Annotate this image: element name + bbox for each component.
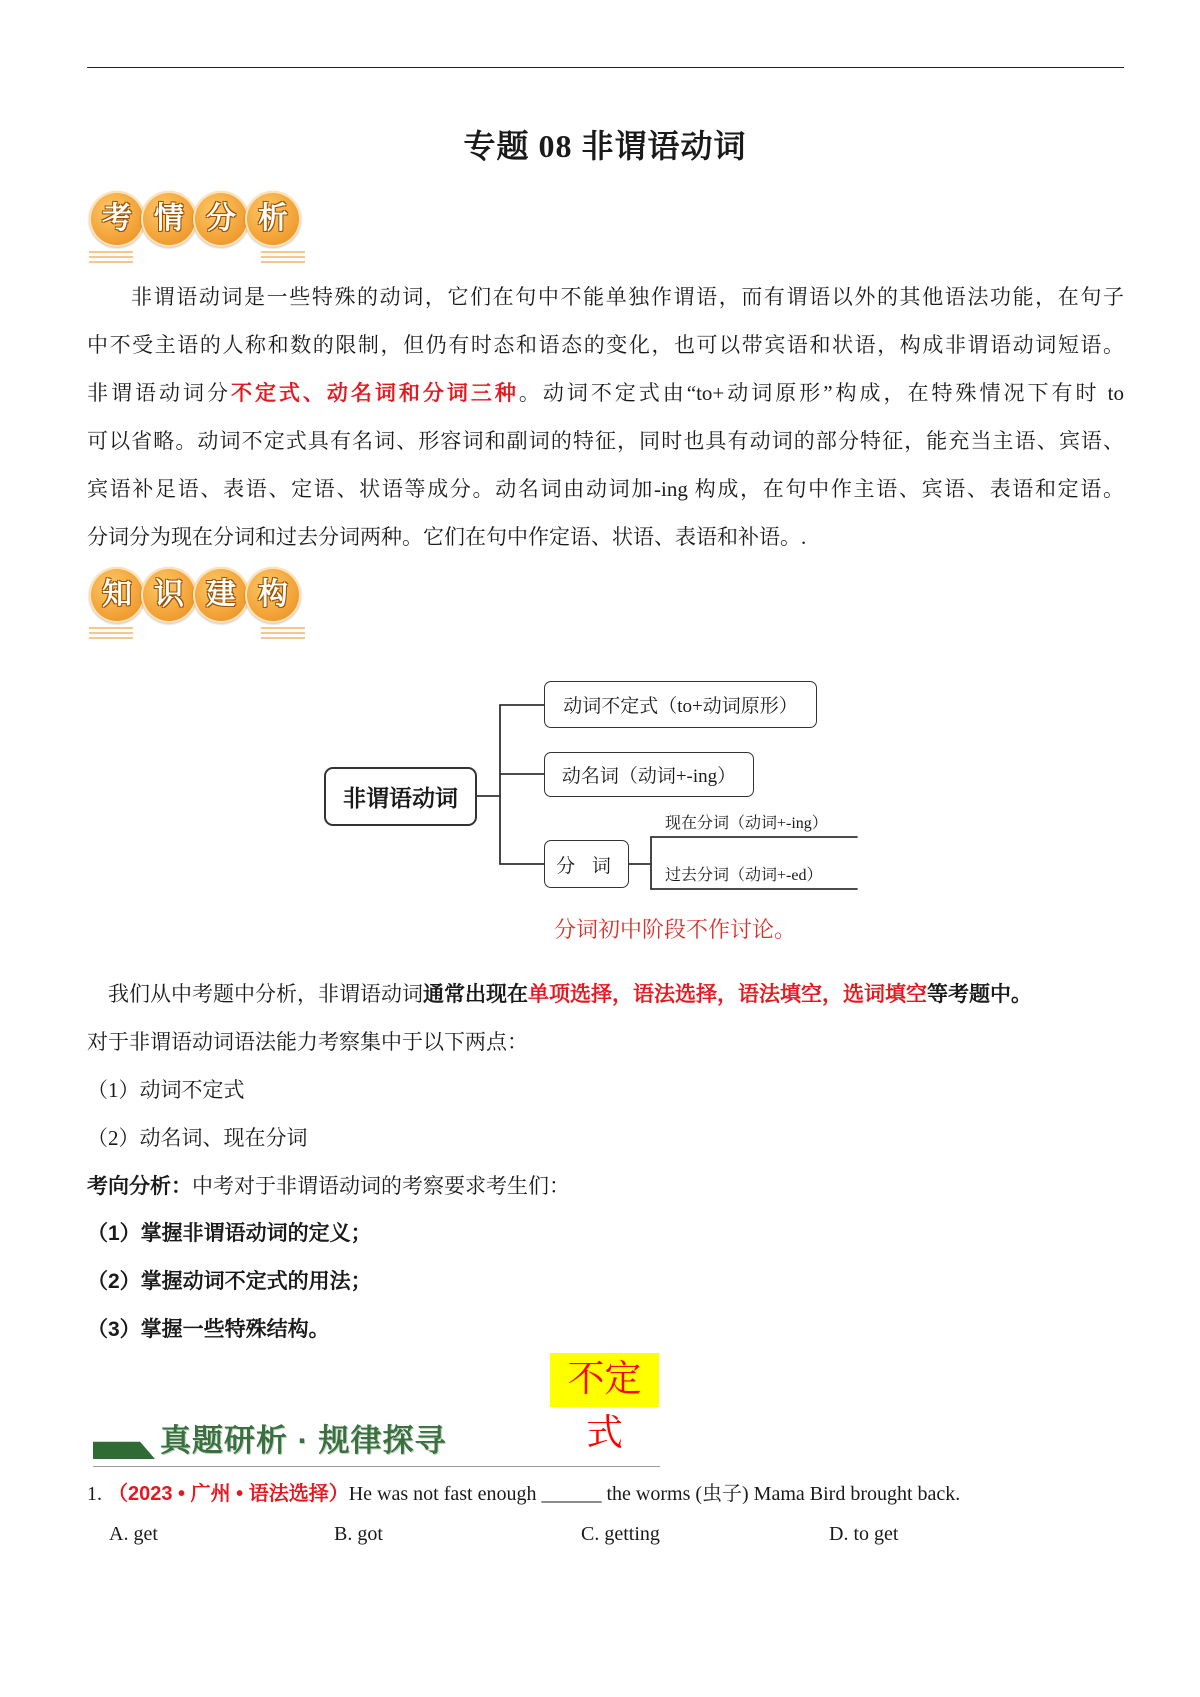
question-stem: He was not fast enough <box>348 1483 542 1505</box>
page-title: 专题 08 非谓语动词 <box>463 128 747 164</box>
banner-marker <box>93 1436 155 1459</box>
direction-text: 中考对于非谓语动词的考察要求考生们： <box>192 1174 570 1198</box>
section-badge-structure <box>89 567 309 643</box>
badge-stripe <box>89 627 133 629</box>
badge-stripe <box>261 632 305 634</box>
intro-line: 中不受主语的人称和数的限制，但仍有时态和语态的变化，也可以带宾语和状语，构成非谓语动词短语。 <box>87 333 1124 357</box>
intro-line: 非谓语动词是一些特殊的动词，它们在句中不能单独作谓语，而有谓语以外的其他语法功能，在句子 <box>131 285 1124 309</box>
intro-line: 可以省略。动词不定式具有名词、形容词和副词的特征，同时也具有动词的部分特征，能充当主语、宾语、 <box>87 429 1124 453</box>
banner-title: 真题研析 · 规律探寻 <box>160 1423 447 1458</box>
section-badge-analysis <box>89 191 309 267</box>
diagram-note: 分词初中阶段不作讨论。 <box>554 917 797 942</box>
exam-line: 对于非谓语动词语法能力考察集中于以下两点： <box>87 1030 528 1054</box>
badge-stripe <box>261 251 305 253</box>
exam-types: 单项选择，语法选择，语法填空，选词填空 <box>528 983 927 1006</box>
diagram-label-present-participle: 现在分词（动词+-ing） <box>665 815 828 832</box>
question-stem: the worms (虫子) Mama Bird brought back. <box>601 1483 961 1505</box>
badge-char: 考 <box>89 191 145 247</box>
intro-text: 。动词不定式由“to+动词原形”构成，在特殊情况下有时 to <box>518 381 1124 405</box>
question-blank: ______ <box>541 1483 602 1505</box>
badge-char: 构 <box>245 567 301 623</box>
intro-highlight: 不定式、动名词和分词三种 <box>230 382 519 405</box>
badge-stripe <box>89 256 133 258</box>
exam-analysis <box>87 970 1124 1354</box>
diagram-label-past-participle: 过去分词（动词+-ed） <box>665 867 823 884</box>
diagram-root-node: 非谓语动词 <box>324 767 477 826</box>
option-a: A. get <box>109 1523 158 1545</box>
banner-rule <box>93 1466 660 1467</box>
exam-bold: 等考题中。 <box>927 983 1032 1006</box>
exam-point: （1）动词不定式 <box>87 1078 245 1102</box>
badge-char: 知 <box>89 567 145 623</box>
exam-point: （2）动名词、现在分词 <box>87 1126 308 1150</box>
exam-bold: 通常出现在 <box>423 983 528 1006</box>
badge-stripe <box>261 627 305 629</box>
option-d: D. to get <box>829 1523 899 1545</box>
intro-line <box>87 369 1124 417</box>
requirement-item: （2）掌握动词不定式的用法； <box>87 1270 372 1293</box>
badge-stripe <box>89 251 133 253</box>
option-b: B. got <box>334 1523 383 1545</box>
requirement-item: （1）掌握非谓语动词的定义； <box>87 1222 372 1245</box>
question-source: （2023 • 广州 • 语法选择） <box>108 1483 349 1505</box>
intro-line: 宾语补足语、表语、定语、状语等成分。动名词由动词加-ing 构成，在句中作主语、宾语、表语和定语。 <box>87 477 1124 501</box>
badge-char: 析 <box>245 191 301 247</box>
requirement-item: （3）掌握一些特殊结构。 <box>87 1318 330 1341</box>
exam-text: 我们从中考题中分析，非谓语动词 <box>108 982 423 1006</box>
badge-stripe <box>89 261 133 263</box>
diagram-node-infinitive: 动词不定式（to+动词原形） <box>544 681 817 728</box>
badge-char: 情 <box>141 191 197 247</box>
direction-line <box>87 1162 1124 1210</box>
badge-char: 建 <box>193 567 249 623</box>
question-line <box>87 1479 960 1509</box>
focus-label: 不定式 <box>550 1353 659 1407</box>
badge-stripe <box>261 261 305 263</box>
header-rule <box>87 67 1124 68</box>
diagram-node-gerund: 动名词（动词+-ing） <box>544 752 754 797</box>
exam-line <box>87 970 1124 1018</box>
intro-line: 分词分为现在分词和过去分词两种。它们在句中作定语、状语、表语和补语。. <box>87 525 807 549</box>
question-number: 1. <box>87 1483 102 1505</box>
badge-char: 识 <box>141 567 197 623</box>
badge-stripe <box>89 632 133 634</box>
badge-stripe <box>89 637 133 639</box>
diagram-node-participle: 分 词 <box>544 840 629 888</box>
badge-stripe <box>261 256 305 258</box>
badge-char: 分 <box>193 191 249 247</box>
badge-stripe <box>261 637 305 639</box>
option-c: C. getting <box>581 1523 660 1545</box>
intro-text: 非谓语动词分 <box>87 381 231 405</box>
direction-label: 考向分析： <box>87 1175 192 1198</box>
intro-paragraph <box>87 273 1124 561</box>
